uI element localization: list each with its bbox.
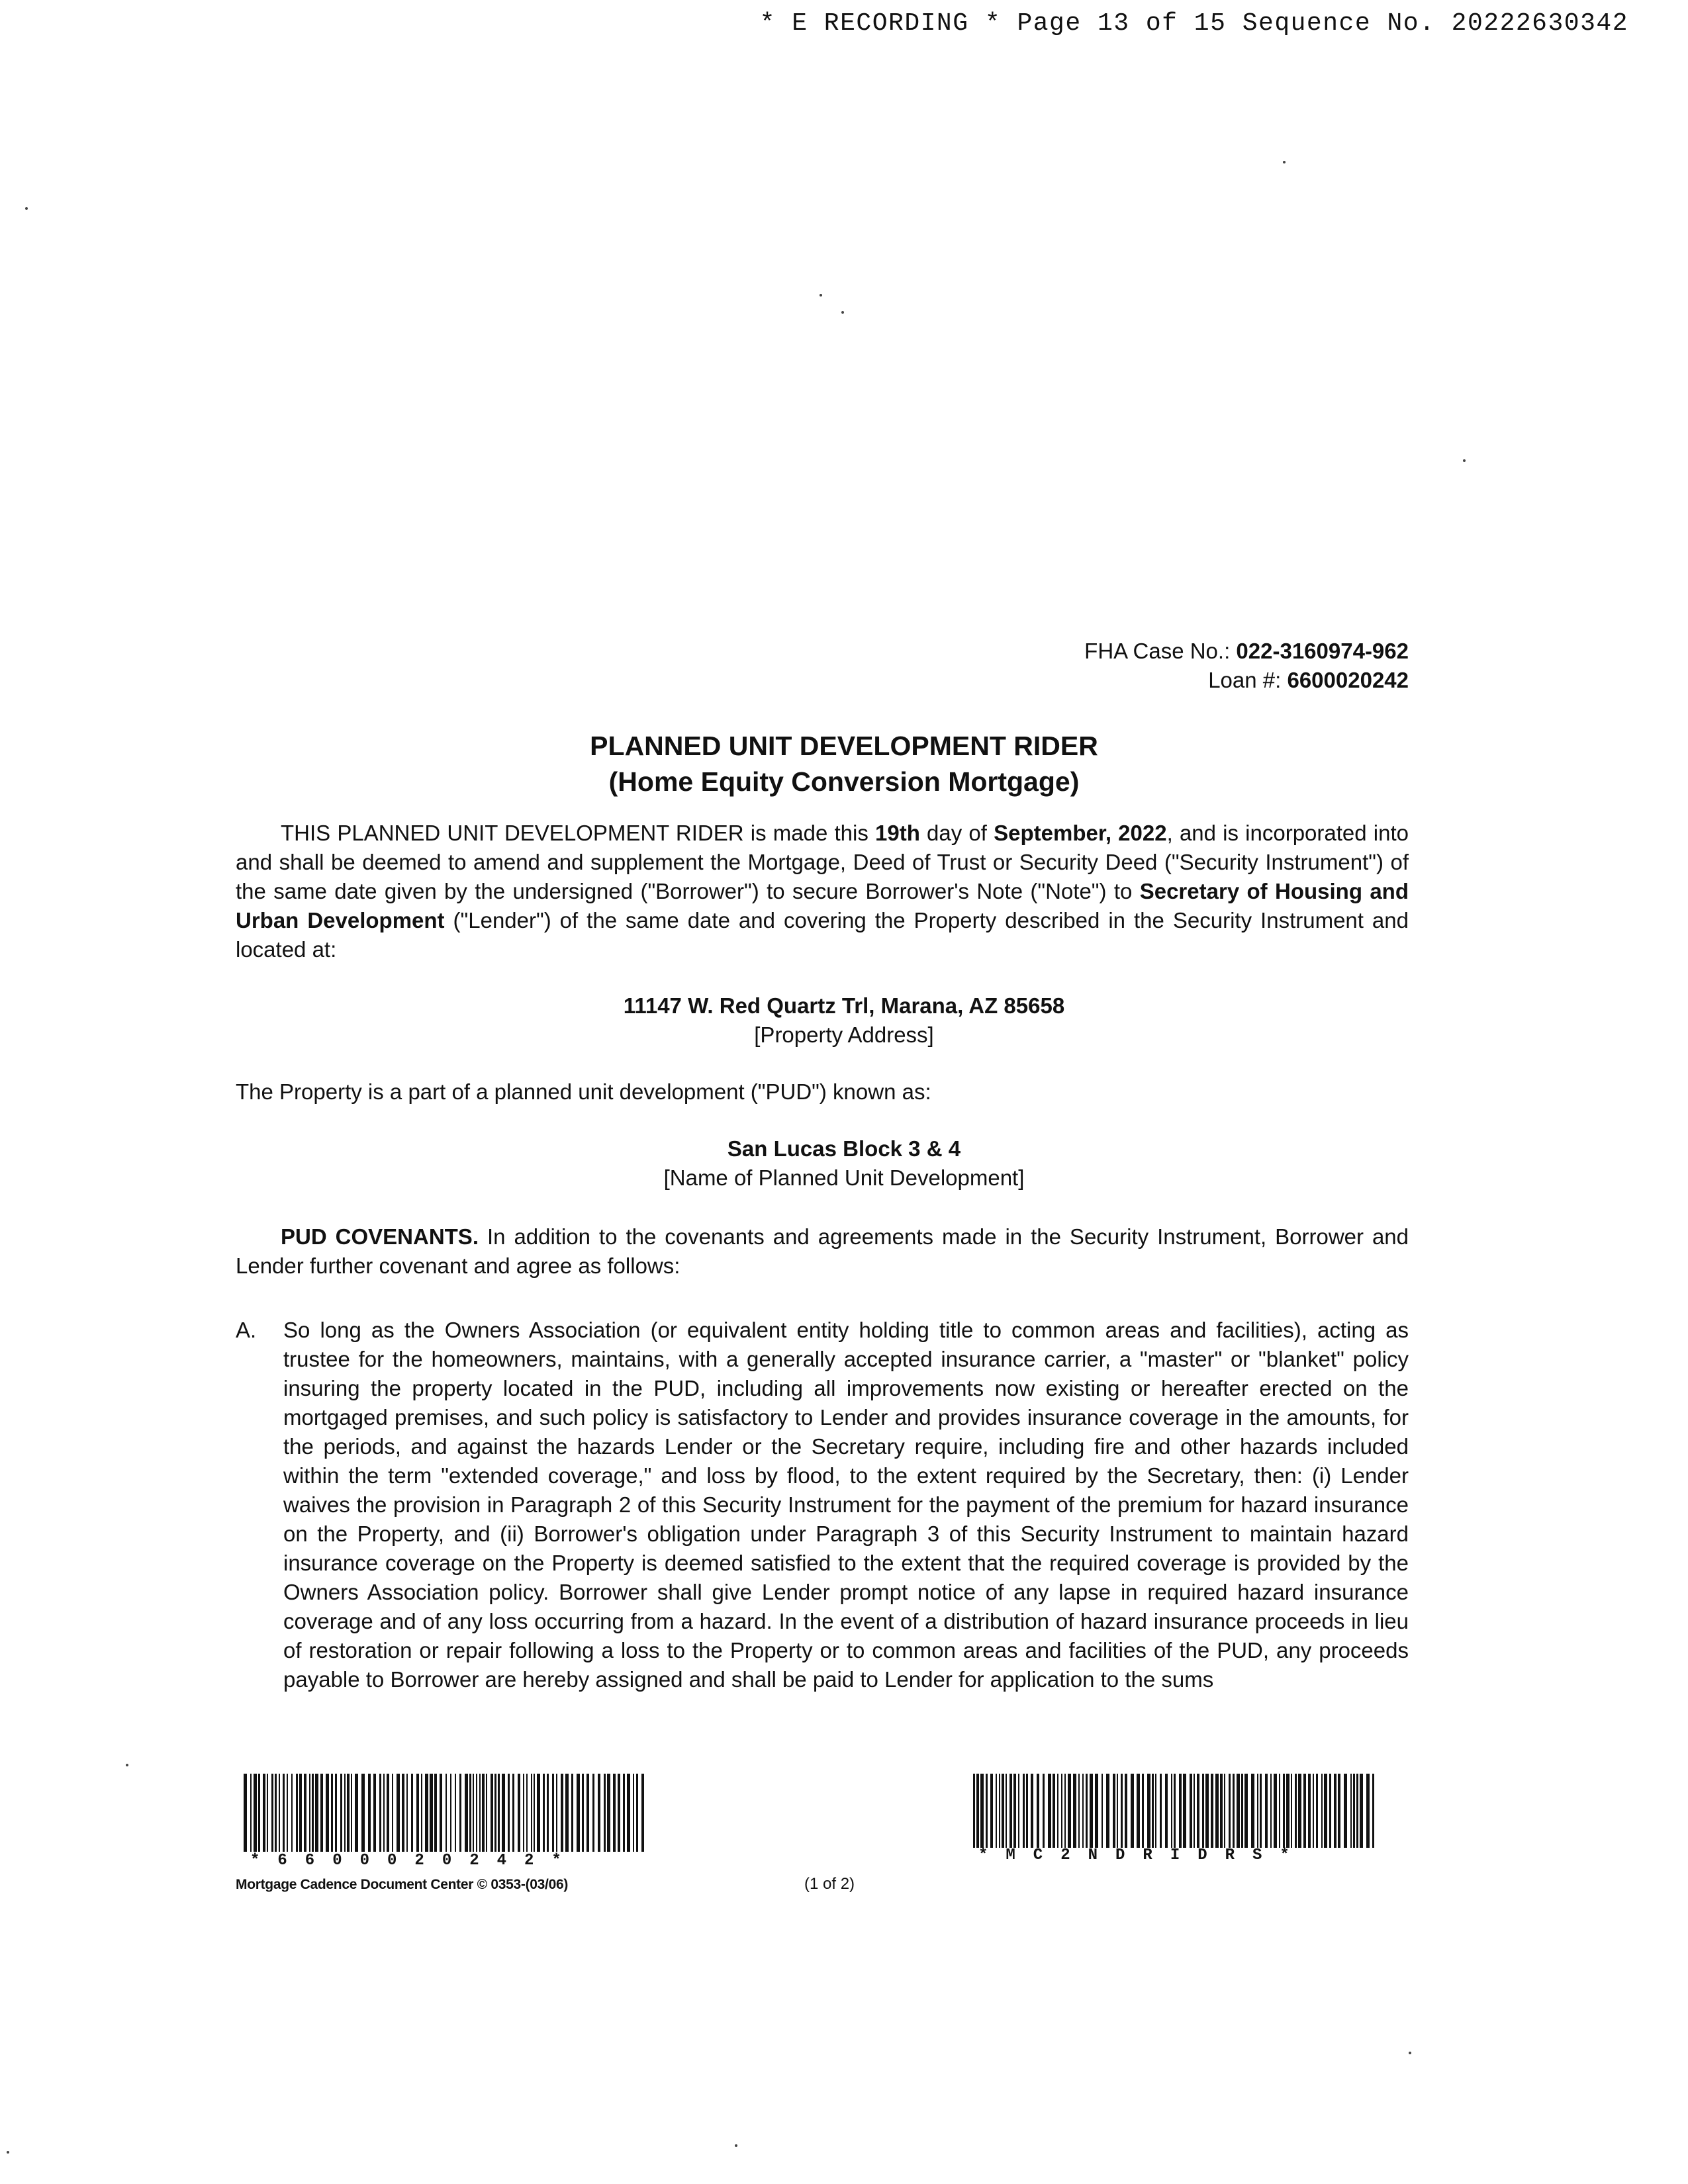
barcode-bar	[315, 1774, 318, 1852]
barcode-bar	[1002, 1774, 1004, 1848]
barcode-bar	[473, 1774, 474, 1852]
loan-number: 6600020242	[1287, 668, 1409, 692]
barcode-bar	[459, 1774, 461, 1852]
barcode-bar	[641, 1774, 644, 1852]
barcode-bar	[592, 1774, 594, 1852]
barcode-bar	[1372, 1774, 1374, 1848]
barcode-bar	[523, 1774, 524, 1852]
barcode-bar	[309, 1774, 310, 1852]
barcode-bar	[986, 1774, 988, 1848]
barcode-bar	[271, 1774, 273, 1852]
fha-case-label: FHA Case No.:	[1084, 639, 1237, 663]
barcode-bar	[1283, 1774, 1285, 1848]
loan-label: Loan #:	[1208, 668, 1288, 692]
barcode-bar	[1137, 1774, 1140, 1848]
fha-case-number: 022-3160974-962	[1236, 639, 1409, 663]
scan-speck	[1283, 161, 1286, 163]
barcode-bar	[1190, 1774, 1192, 1848]
barcode-bar	[402, 1774, 404, 1852]
barcode-bar	[1131, 1774, 1134, 1848]
barcode-bar	[347, 1774, 350, 1852]
barcode-bar	[547, 1774, 549, 1852]
barcode-bar	[340, 1774, 342, 1852]
barcode-bar	[1026, 1774, 1028, 1848]
barcode-bar	[425, 1774, 428, 1852]
barcode-bar	[1211, 1774, 1213, 1848]
barcode-bar	[283, 1774, 285, 1852]
barcode-bar	[1102, 1774, 1103, 1848]
barcode-bar	[1155, 1774, 1156, 1848]
barcode-bar	[397, 1774, 400, 1852]
case-info	[1084, 637, 1409, 695]
barcode-bar	[1078, 1774, 1080, 1848]
covenants-heading: PUD COVENANTS.	[281, 1224, 479, 1249]
barcode-bar	[361, 1774, 365, 1852]
barcode-bar	[1090, 1774, 1093, 1848]
scan-speck	[1463, 459, 1466, 462]
barcode-bar	[1053, 1774, 1055, 1848]
barcode-bar	[1353, 1774, 1355, 1848]
fha-case-line	[1084, 637, 1409, 666]
barcode-bar	[430, 1774, 433, 1852]
barcode-bar	[455, 1774, 456, 1852]
barcode-bar	[1244, 1774, 1248, 1848]
barcode-bar	[267, 1774, 268, 1852]
scan-speck	[1409, 2052, 1411, 2054]
barcode-bar	[1125, 1774, 1127, 1848]
barcode-bar	[1073, 1774, 1076, 1848]
barcode-bar	[1270, 1774, 1272, 1848]
barcode-bar	[1194, 1774, 1195, 1848]
barcode-bar	[613, 1774, 616, 1852]
pud-covenants-paragraph: PUD COVENANTS. In addition to the covenants and agreements made in the Security Instrument, Borrower and Lender further covenant and agree as follows:	[236, 1224, 1409, 1278]
barcode-bar	[383, 1774, 385, 1852]
barcode-bar	[1329, 1774, 1331, 1848]
barcode-bar	[1082, 1774, 1084, 1848]
pud-name-block	[0, 1134, 1688, 1193]
barcode-bar	[1286, 1774, 1289, 1848]
barcode-bar	[976, 1774, 979, 1848]
rider-day: 19th	[875, 821, 920, 845]
barcode-bar	[980, 1774, 984, 1848]
barcode-bar	[1031, 1774, 1033, 1848]
intro-paragraph: THIS PLANNED UNIT DEVELOPMENT RIDER is made this 19th day of September, 2022, and is incorporated into and shall be deemed to amend and supplement the Mortgage, Deed of Trust or Security Deed ("Security Instrument") of the same date given by the undersigned ("Borrower") to secure Borrower's Note ("Note") to Secretary of Housing and Urban Development ("Lender") of the same date and covering the Property described in the Security Instrument and located at:	[236, 821, 1409, 962]
barcode-bar	[465, 1774, 468, 1852]
scan-speck	[820, 294, 822, 296]
barcode-bar	[1356, 1774, 1358, 1848]
property-address-block	[0, 991, 1688, 1050]
barcode-bar	[1298, 1774, 1301, 1848]
barcode-bar	[1160, 1774, 1162, 1848]
barcode-bar	[1121, 1774, 1123, 1848]
loan-barcode-text: *6600020242*	[250, 1852, 579, 1870]
barcode-bar	[326, 1774, 329, 1852]
barcode-bar	[1171, 1774, 1172, 1848]
barcode-bar	[1241, 1774, 1243, 1848]
document-title	[0, 728, 1688, 799]
barcode-bar	[1037, 1774, 1039, 1848]
barcode-bar	[494, 1774, 496, 1852]
barcode-bar	[1113, 1774, 1115, 1848]
barcode-bar	[512, 1774, 514, 1852]
barcode-bar	[598, 1774, 600, 1852]
barcode-bar	[411, 1774, 413, 1852]
barcode-bar	[636, 1774, 638, 1852]
barcode-bar	[582, 1774, 584, 1852]
title-line-1: PLANNED UNIT DEVELOPMENT RIDER	[590, 731, 1098, 761]
barcode-bar	[1064, 1774, 1066, 1848]
barcode-bar	[1086, 1774, 1088, 1848]
scan-speck	[7, 2151, 9, 2154]
barcode-bar	[1061, 1774, 1062, 1848]
barcode-bar	[1179, 1774, 1182, 1848]
barcode-bar	[416, 1774, 419, 1852]
barcode-bar	[406, 1774, 408, 1852]
barcode-bar	[577, 1774, 580, 1852]
barcode-bar	[531, 1774, 532, 1852]
barcode-bar	[1308, 1774, 1311, 1848]
barcode-bar	[1291, 1774, 1292, 1848]
barcode-bar	[1237, 1774, 1240, 1848]
item-a-text: So long as the Owners Association (or equivalent entity holding title to common areas and facilities), acting as trustee for the homeowners, maintains, with a generally accepted insurance carrier, a "master" or "blanket" policy insuring the property located in the PUD, including all improvements now existing or hereafter erected on the mortgaged premises, and such policy is satisfactory to Lender and provides insurance coverage in the amounts, for the periods, and against the hazards Lender or the Secretary require, including fire and other hazards included within the term "extended coverage," and loss by flood, to the extent required by the Secretary, then: (i) Lender waives the provision in Paragraph 2 of this Security Instrument for the payment of the premium for hazard insurance on the Property, and (ii) Borrower's obligation under Paragraph 3 of this Security Instrument to maintain hazard insurance coverage on the Property is deemed satisfied to the extent that the required coverage is provided by the Owners Association policy. Borrower shall give Lender prompt notice of any lapse in required hazard insurance coverage and of any loss occurring from a hazard. In the event of a distribution of hazard insurance proceeds in lieu of restoration or repair following a loss to the Property or to common areas and facilities of the PUD, any proceeds payable to Borrower are hereby assigned and shall be paid to Lender for application to the sums	[283, 1318, 1409, 1692]
pud-intro: The Property is a part of a planned unit development ("PUD") known as:	[236, 1079, 931, 1104]
barcode-bar	[1360, 1774, 1363, 1848]
barcode-bar	[1197, 1774, 1199, 1848]
barcode-bar	[623, 1774, 625, 1852]
pud-name-caption: [Name of Planned Unit Development]	[663, 1165, 1025, 1190]
barcode-bar	[368, 1774, 371, 1852]
barcode-bar	[1313, 1774, 1314, 1848]
barcode-bar	[1205, 1774, 1209, 1848]
barcode-bar	[344, 1774, 346, 1852]
barcode-bar	[263, 1774, 265, 1852]
barcode-bar	[1117, 1774, 1118, 1848]
lender-name: Secretary of Housing and Urban Development	[236, 879, 1409, 933]
loan-number-line	[1084, 666, 1409, 695]
barcode-bar	[335, 1774, 337, 1852]
barcode-bar	[586, 1774, 589, 1852]
barcode-bar	[973, 1774, 975, 1848]
barcode-bar	[1334, 1774, 1336, 1848]
barcode-bar	[1366, 1774, 1370, 1848]
loan-barcode	[244, 1774, 647, 1852]
barcode-bar	[379, 1774, 381, 1852]
rider-date: September, 2022	[994, 821, 1167, 845]
barcode-bar	[1023, 1774, 1025, 1848]
document-center-label: Mortgage Cadence Document Center © 0353-(03/06)	[236, 1877, 569, 1892]
barcode-bar	[445, 1774, 447, 1852]
barcode-bar	[1106, 1774, 1109, 1848]
barcode-bar	[1048, 1774, 1051, 1848]
property-address-caption: [Property Address]	[754, 1023, 934, 1047]
barcode-bar	[351, 1774, 352, 1852]
barcode-bar	[244, 1774, 247, 1852]
barcode-bar	[250, 1774, 252, 1852]
covenant-item-a	[236, 1316, 1409, 1694]
barcode-bar	[258, 1774, 260, 1852]
barcode-bar	[421, 1774, 422, 1852]
page-indicator: (1 of 2)	[804, 1875, 855, 1893]
barcode-bar	[469, 1774, 471, 1852]
barcode-bar	[1006, 1774, 1007, 1848]
barcode-bar	[556, 1774, 557, 1852]
barcode-bar	[1095, 1774, 1098, 1848]
barcode-bar	[633, 1774, 634, 1852]
scan-speck	[25, 207, 28, 210]
document-barcode	[973, 1774, 1378, 1848]
barcode-bar	[1265, 1774, 1268, 1848]
barcode-bar	[1152, 1774, 1154, 1848]
barcode-bar	[355, 1774, 358, 1852]
barcode-bar	[1260, 1774, 1262, 1848]
recording-header: * E RECORDING * Page 13 of 15 Sequence No. 20222630342	[759, 9, 1628, 38]
barcode-bar	[1057, 1774, 1058, 1848]
barcode-bar	[534, 1774, 535, 1852]
barcode-bar	[1303, 1774, 1306, 1848]
barcode-bar	[1350, 1774, 1352, 1848]
title-line-2: (Home Equity Conversion Mortgage)	[608, 766, 1080, 797]
scan-speck	[735, 2144, 737, 2147]
barcode-bar	[1251, 1774, 1254, 1848]
barcode-bar	[1321, 1774, 1323, 1848]
barcode-bar	[1142, 1774, 1144, 1848]
property-address: 11147 W. Red Quartz Trl, Marana, AZ 85658	[623, 993, 1065, 1018]
barcode-bar	[526, 1774, 528, 1852]
barcode-bar	[627, 1774, 630, 1852]
barcode-bar	[392, 1774, 393, 1852]
barcode-bar	[561, 1774, 563, 1852]
barcode-bar	[1220, 1774, 1223, 1848]
barcode-bar	[1018, 1774, 1019, 1848]
barcode-bar	[1233, 1774, 1235, 1848]
scan-speck	[126, 1764, 128, 1766]
barcode-bar	[607, 1774, 610, 1852]
barcode-bar	[999, 1774, 1000, 1848]
barcode-bar	[291, 1774, 293, 1852]
barcode-bar	[434, 1774, 437, 1852]
barcode-bar	[479, 1774, 481, 1852]
pud-name: San Lucas Block 3 & 4	[727, 1136, 961, 1161]
barcode-bar	[312, 1774, 314, 1852]
barcode-bar	[440, 1774, 442, 1852]
barcode-bar	[476, 1774, 477, 1852]
barcode-bar	[279, 1774, 280, 1852]
item-a-label: A.	[236, 1318, 257, 1342]
barcode-bar	[537, 1774, 540, 1852]
barcode-bar	[571, 1774, 573, 1852]
barcode-bar	[604, 1774, 606, 1852]
barcode-bar	[1013, 1774, 1016, 1848]
barcode-bar	[543, 1774, 545, 1852]
barcode-bar	[486, 1774, 487, 1852]
barcode-bar	[450, 1774, 451, 1852]
barcode-bar	[1338, 1774, 1340, 1848]
barcode-bar	[996, 1774, 997, 1848]
barcode-bar	[304, 1774, 306, 1852]
barcode-bar	[1316, 1774, 1318, 1848]
barcode-bar	[552, 1774, 554, 1852]
barcode-bar	[254, 1774, 257, 1852]
document-barcode-text: *MC2NDRIDRS*	[978, 1846, 1307, 1864]
barcode-bar	[1274, 1774, 1277, 1848]
barcode-bar	[1324, 1774, 1327, 1848]
barcode-bar	[296, 1774, 298, 1852]
barcode-bar	[331, 1774, 333, 1852]
barcode-bar	[287, 1774, 288, 1852]
barcode-bar	[508, 1774, 510, 1852]
barcode-bar	[491, 1774, 493, 1852]
barcode-bar	[1279, 1774, 1280, 1848]
barcode-bar	[1202, 1774, 1204, 1848]
barcode-bar	[1174, 1774, 1176, 1848]
barcode-bar	[1295, 1774, 1297, 1848]
barcode-bar	[502, 1774, 505, 1852]
barcode-bar	[275, 1774, 277, 1852]
barcode-bar	[1147, 1774, 1150, 1848]
barcode-bar	[1043, 1774, 1045, 1848]
barcode-bar	[618, 1774, 620, 1852]
barcode-bar	[1215, 1774, 1219, 1848]
barcode-bar	[1257, 1774, 1258, 1848]
barcode-bar	[1009, 1774, 1012, 1848]
barcode-bar	[1344, 1774, 1347, 1848]
barcode-bar	[1224, 1774, 1225, 1848]
barcode-bar	[1229, 1774, 1231, 1848]
barcode-bar	[1165, 1774, 1168, 1848]
barcode-bar	[299, 1774, 302, 1852]
scan-speck	[841, 311, 844, 314]
barcode-bar	[320, 1774, 323, 1852]
barcode-bar	[387, 1774, 389, 1852]
barcode-bar	[1183, 1774, 1186, 1848]
barcode-bar	[1068, 1774, 1071, 1848]
barcode-bar	[990, 1774, 993, 1848]
barcode-bar	[482, 1774, 485, 1852]
barcode-bar	[498, 1774, 500, 1852]
barcode-bar	[565, 1774, 569, 1852]
barcode-bar	[518, 1774, 520, 1852]
barcode-bar	[373, 1774, 376, 1852]
